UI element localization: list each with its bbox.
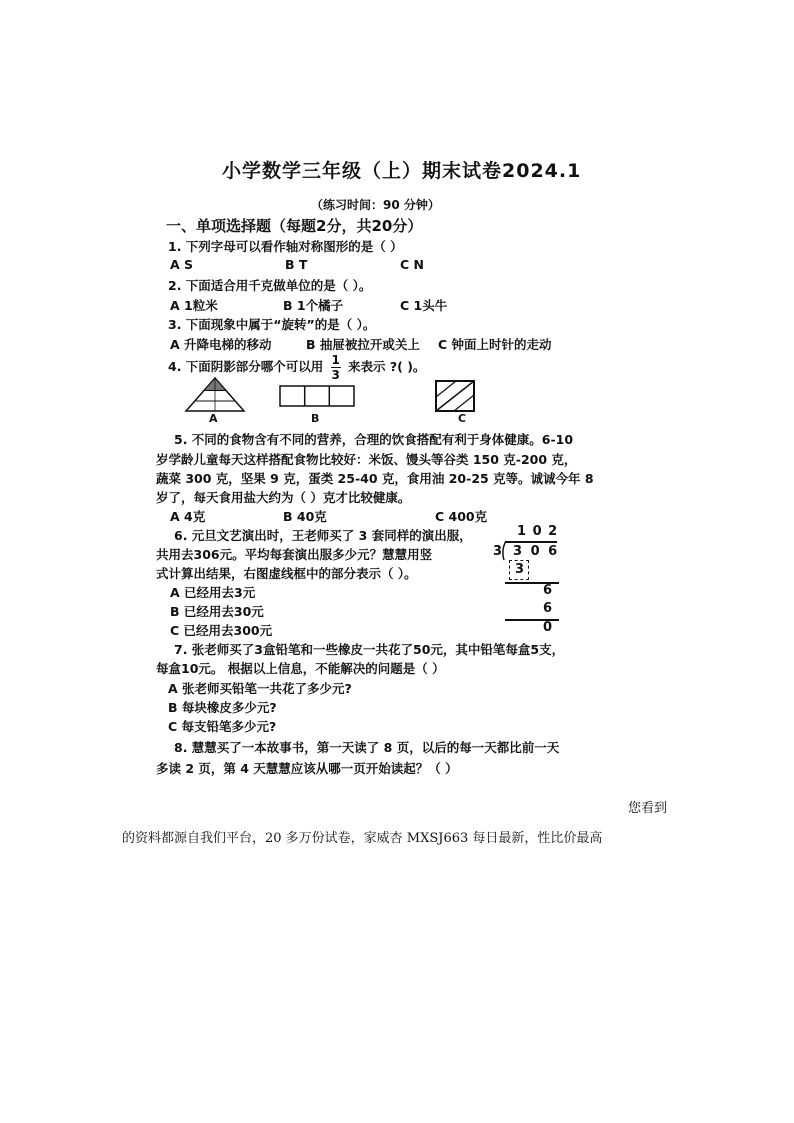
q5-option-a: A 4克 — [170, 509, 206, 524]
q2-option-a: A 1粒米 — [170, 298, 218, 313]
figure-a-label: A — [209, 412, 218, 425]
question-6-line-3: 式计算出结果，右图虚线框中的部分表示（ ）。 — [156, 566, 417, 581]
q3-option-c: C 钟面上时针的走动 — [438, 337, 552, 352]
footer-line-1: 您看到 — [628, 801, 668, 816]
q5-option-c: C 400克 — [435, 509, 488, 524]
q5-option-b: B 40克 — [283, 509, 327, 524]
question-7-line-1: 7. 张老师买了3盒铅笔和一些橡皮一共花了50元，其中铅笔每盒5支， — [174, 642, 565, 657]
division-quotient: 1 0 2 — [517, 524, 559, 539]
q7-option-b: B 每块橡皮多少元? — [168, 700, 277, 715]
question-5-line-1: 5. 不同的食物含有不同的营养，合理的饮食搭配有利于身体健康。6-10 — [174, 432, 574, 447]
q1-option-c: C N — [400, 257, 424, 272]
q6-option-c: C 已经用去300元 — [170, 623, 273, 638]
question-7-line-2: 每盒10元。 根据以上信息，不能解决的问题是（ ） — [156, 661, 445, 676]
division-bracket — [500, 540, 510, 562]
q6-option-a: A 已经用去3元 — [170, 585, 256, 600]
page-title: 小学数学三年级（上）期末试卷2024.1 — [222, 160, 582, 182]
division-step-1: 3 — [515, 562, 525, 577]
time-note: （练习时间：90 分钟） — [311, 198, 440, 212]
q4-text-post: 来表示 ?( )。 — [348, 359, 426, 374]
division-step-2: 6 — [543, 583, 553, 598]
square-figure-c — [434, 379, 478, 413]
q1-option-b: B T — [285, 257, 308, 272]
question-1: 1. 下列字母可以看作轴对称图形的是（ ） — [168, 239, 403, 254]
q7-option-a: A 张老师买铅笔一共花了多少元? — [168, 681, 352, 696]
division-remainder: 0 — [543, 620, 553, 635]
q2-option-b: B 1个橘子 — [283, 298, 344, 313]
one-third-fraction — [331, 354, 341, 381]
fraction-numerator: 1 — [331, 353, 340, 367]
fraction-denominator: 3 — [331, 368, 340, 382]
division-dividend: 3 0 6 — [513, 544, 560, 559]
q1-option-a: A S — [170, 257, 194, 272]
figure-b-label: B — [311, 412, 320, 425]
question-2: 2. 下面适合用千克做单位的是（ ）。 — [168, 278, 372, 293]
rectangle-figure-b — [278, 384, 358, 410]
question-6-line-2: 共用去306元。平均每套演出服多少元？慧慧用竖 — [156, 547, 433, 562]
q3-option-b: B 抽屉被拉开或关上 — [306, 337, 420, 352]
question-5-line-2: 岁学龄儿童每天这样搭配食物比较好：米饭、馒头等谷类 150 克-200 克， — [156, 452, 577, 467]
footer-line-2: 的资料都源自我们平台，20 多万份试卷，家威杏 MXSJ663 每日最新，性比价最高 — [122, 831, 603, 846]
q7-option-c: C 每支铅笔多少元? — [168, 719, 277, 734]
question-3: 3. 下面现象中属于“旋转”的是（ ）。 — [168, 317, 376, 332]
question-8-line-1: 8. 慧慧买了一本故事书，第一天读了 8 页，以后的每一天都比前一天 — [174, 740, 560, 755]
question-8-line-2: 多读 2 页，第 4 天慧慧应该从哪一页开始读起？（ ） — [156, 761, 458, 776]
question-5-line-4: 岁了，每天食用盐大约为（ ）克才比较健康。 — [156, 490, 411, 505]
section-heading: 一、单项选择题（每题2分，共20分） — [166, 217, 423, 235]
q3-option-a: A 升降电梯的移动 — [170, 337, 272, 352]
division-divisor: 3 — [493, 544, 503, 559]
q6-option-b: B 已经用去30元 — [170, 604, 264, 619]
division-step-3: 6 — [543, 601, 553, 616]
question-6-line-1: 6. 元旦文艺演出时，王老师买了 3 套同样的演出服， — [174, 528, 472, 543]
q2-option-c: C 1头牛 — [400, 298, 448, 313]
figure-c-label: C — [458, 412, 467, 425]
question-5-line-3: 蔬菜 300 克，坚果 9 克，蛋类 25-40 克，食用油 20-25 克等。诚诚今年 8 — [156, 471, 594, 486]
q4-text-pre: 4. 下面阴影部分哪个可以用 — [168, 359, 324, 374]
triangle-figure-a — [180, 375, 250, 415]
